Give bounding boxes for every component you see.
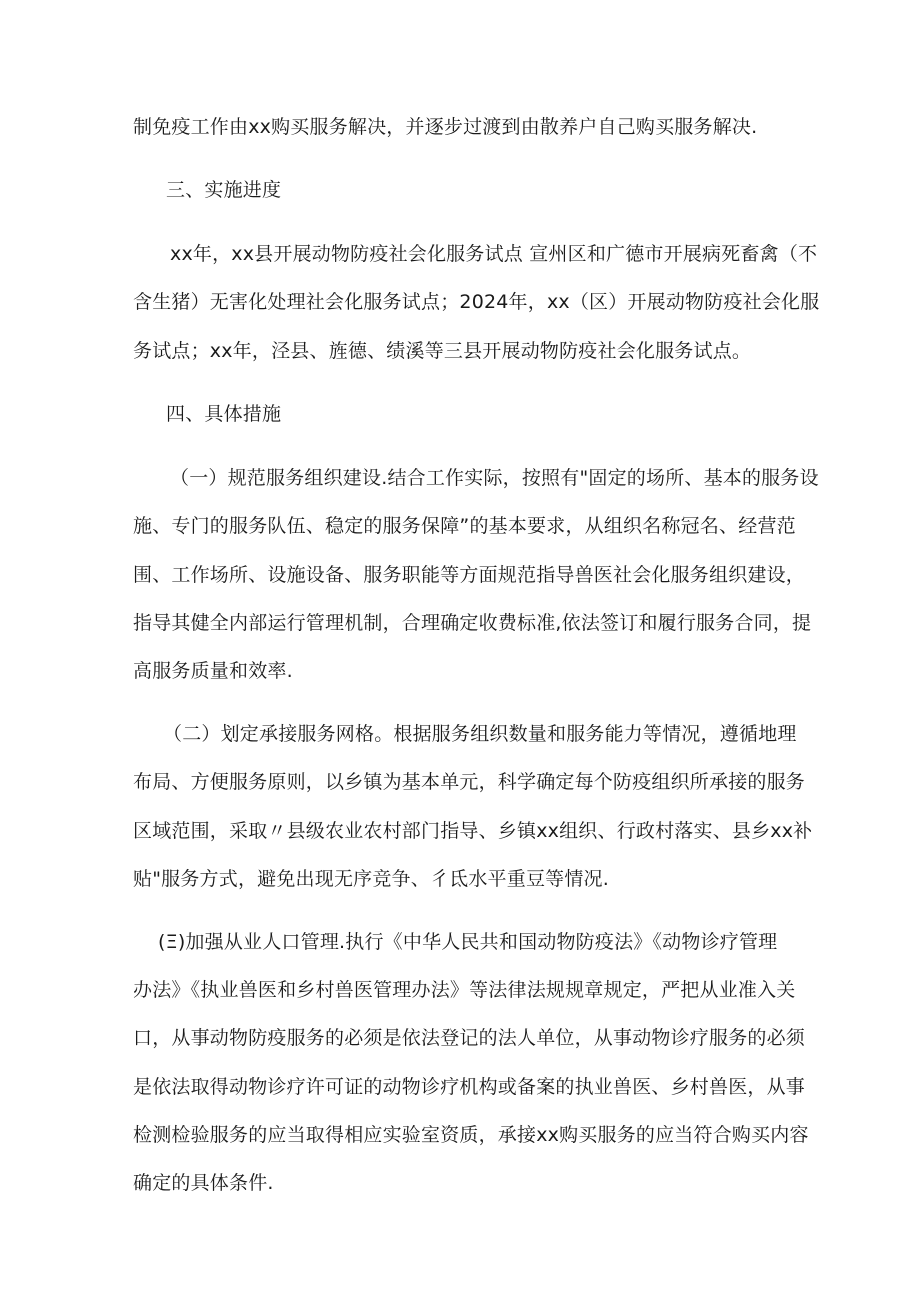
- item3-line-5: 检测检验服务的应当取得相应实验室资质，承接xx购买服务的应当符合购买内容: [133, 1124, 809, 1146]
- section3-heading: 三、实施进度: [166, 179, 282, 201]
- section4-heading: 四、具体措施: [166, 403, 282, 425]
- item1-line-3: 围、工作场所、设施设备、服务职能等方面规范指导兽医社会化服务组织建设，: [133, 564, 806, 586]
- item1-line-2: 施、专门的服务队伍、稳定的服务保障”的基本要求，从组织名称冠名、经营范: [133, 515, 796, 537]
- item2-line-2: 布局、方便服务原则，以乡镇为基本单元，科学确定每个防疫组织所承接的服务: [133, 771, 806, 793]
- item3-line-3: 口，从事动物防疫服务的必须是依法登记的法人单位，从事动物诊疗服务的必须: [133, 1027, 806, 1049]
- item1-line-5: 高服务质量和效率.: [133, 660, 293, 682]
- item3-line-6: 确定的具体条件.: [133, 1172, 274, 1194]
- item2-line-3: 区域范围，采取〃县级农业农村部门指导、乡镇xx组织、行政村落实、县乡xx补: [133, 820, 813, 842]
- item1-line-4: 指导其健全内部运行管理机制，合理确定收费标准,依法签订和履行服务合同，提: [133, 612, 812, 634]
- item2-line-1: （二）划定承接服务网格。根据服务组织数量和服务能力等情况，遵循地理: [163, 723, 797, 745]
- section3-line-2: 含生猪）无害化处理社会化服务试点；2024年，xx（区）开展动物防疫社会化服: [133, 291, 820, 313]
- section3-line-3: 务试点；xx年，泾县、旌德、绩溪等三县开展动物防疫社会化服务试点。: [133, 340, 752, 362]
- section3-line-1: xx年，xx县开展动物防疫社会化服务试点 宣州区和广德市开展病死畜禽（不: [170, 243, 818, 265]
- intro-line: 制免疫工作由xx购买服务解决，并逐步过渡到由散养户自己购买服务解决.: [133, 116, 758, 138]
- item3-line-4: 是依法取得动物诊疗许可证的动物诊疗机构或备案的执业兽医、乡村兽医，从事: [133, 1076, 806, 1098]
- item3-line-1: (Ξ)加强从业人口管理.执行《中华人民共和国动物防疫法》《动物诊疗管理: [158, 931, 778, 953]
- item1-line-1: （一）规范服务组织建设.结合工作实际，按照有"固定的场所、基本的服务设: [170, 467, 819, 489]
- item3-line-2: 办法》《执业兽医和乡村兽医管理办法》等法律法规规章规定，严把从业准入关: [133, 979, 796, 1001]
- item2-line-4: 贴"服务方式，避免出现无序竞争、彳氐水平重豆等情况.: [133, 868, 609, 890]
